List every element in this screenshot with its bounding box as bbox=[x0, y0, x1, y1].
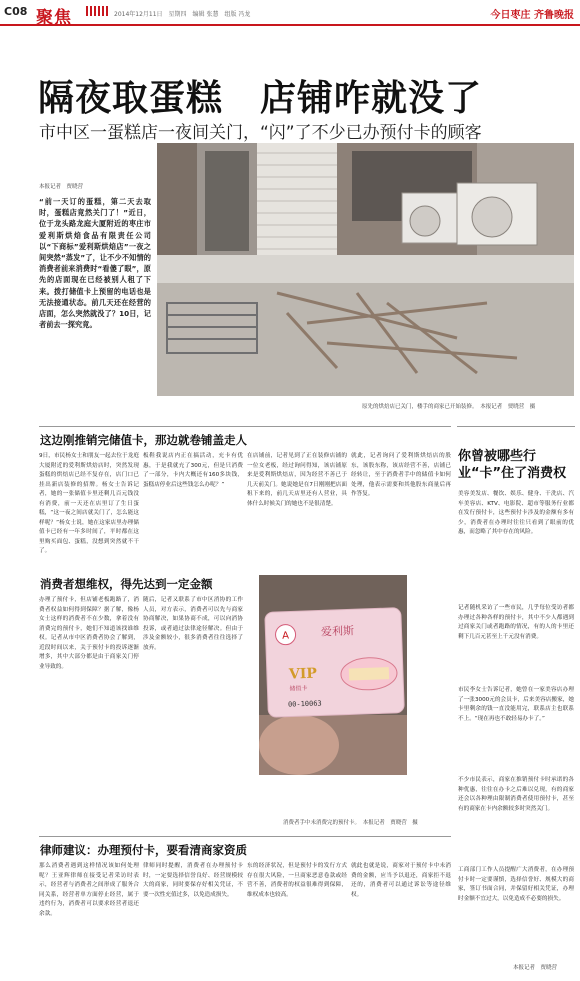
sidebar-rule bbox=[457, 426, 575, 427]
svg-text:A: A bbox=[282, 630, 290, 642]
sidebar-paragraph: 工商部门工作人员提醒广大消费者，在办理预付卡时一定要谨慎，选择信誉好、规模大的商家，签订书面合同，并保留好相关凭证，办理时金额不宜过大，以免造成不必要的损失。 bbox=[458, 867, 574, 902]
card-brand-text: 爱利斯 bbox=[320, 624, 355, 639]
sidebar-paragraph: 美容美发店、餐饮、娱乐、健身、干洗店、汽车美容店、KTV、电影院、超市等服务行业都在发行预付卡，这些预付卡涉及的金额有多有少，消费者在办理时往往只看到了眼前的优惠，而忽略了其中存在的风险。 bbox=[458, 491, 574, 535]
newspaper-brand: 今日枣庄 齐鲁晚报 bbox=[490, 10, 574, 21]
section-heading: 律师建议：办理预付卡，要看清商家资质 bbox=[40, 843, 247, 857]
page-number: C08 bbox=[4, 5, 28, 18]
body-paragraph: 就此，记者询问了爱利斯烘焙店的股东，该股东称，该店经营不善，店铺已经转让，至于消费者手中的储值卡如何处理，他表示需要和其他股东商量后再作答复。 bbox=[351, 453, 451, 497]
sidebar-paragraph: 记者随机采访了一些市民，几乎每位受访者都办理过各种各样的预付卡，其中不少人都遇到过商家关门或者跑路的情况，有的人的卡里还剩下几百元甚至上千元没有消费。 bbox=[458, 605, 574, 640]
page-header bbox=[0, 0, 580, 26]
body-paragraph: 板鞋我说店内正在搞活动，充卡有优惠，于是我就充了300元，但是只消费了一部分，卡内大概还有160多块钱，蛋糕店停业后这些钱怎么办呢？” bbox=[143, 453, 243, 488]
section-heading: 消费者想维权，得先达到一定金额 bbox=[40, 577, 213, 591]
section-rule bbox=[39, 426, 451, 427]
edition-meta: 2014年12月11日 星期四 编辑 张慧 组版 冯龙 bbox=[114, 11, 251, 18]
sidebar-heading: 你曾被哪些行业“卡”住了消费权 bbox=[458, 449, 567, 481]
card-vip-text: VIP bbox=[288, 665, 318, 683]
body-paragraph: 在店铺前，记者见到了正在装修店铺的一位女老板，经过询问得知，该店铺原来是爱利斯烘焙店，因为经营不善已于几天前关门。她说她是在7日刚刚把店面租下来的，前几天店里还有人营业，具体什么时候关门的她也不是很清楚。 bbox=[247, 453, 347, 507]
photo-caption: 原先的烘焙店已关门，楼手的商家已开始装修。 本报记者 贾晓营 摄 bbox=[362, 404, 536, 410]
body-paragraph: 办理了预付卡，但店铺老板跑路了，消费者权益如何得到保障？据了解，像杨女士这样的消费者不在少数，拿着没有消费完的预付卡，她们不知道该找谁维权。记者从市中区消费者协会了解到，近段时间以来，关于预付卡的投诉逐渐增多，其中大部分都是由于商家关门停业导致的。 bbox=[39, 597, 139, 670]
card-type-text: 储值卡 bbox=[289, 684, 308, 693]
prepaid-card-photo bbox=[259, 575, 407, 775]
body-paragraph: 那么消费者遇到这样情况该如何处理呢？王亚辉律师在接受记者采访时表示，经营者与消费者之间形成了服务合同关系，经营者单方面停止经营，属于违约行为，消费者可以要求经营者退还余款。 bbox=[39, 863, 139, 917]
section-rule bbox=[39, 836, 451, 837]
photo-caption: 消费者手中未消费完的预付卡。 本报记者 贾晓营 摄 bbox=[283, 820, 418, 826]
sidebar-paragraph: 不少市民表示，商家在推销预付卡时承诺的各种优惠，往往在办卡之后难以兑现，有的商家还会以各种理由限制消费者使用预付卡，甚至有的商家在卡内余额较多时突然关门。 bbox=[458, 777, 574, 812]
subheadline: 市中区一蛋糕店一夜间关门，“闪”了不少已办预付卡的顾客 bbox=[39, 123, 482, 143]
sidebar-paragraph: 市民李女士告诉记者，她曾在一家美容店办理了一张3000元的会员卡，后来美容店搬家，她卡里剩余的钱一直没能用完，联系店主也联系不上。“现在再也不敢轻易办卡了。” bbox=[458, 687, 574, 722]
byline: 本报记者 贾晓营 bbox=[39, 184, 84, 190]
section-title: 聚焦 bbox=[36, 8, 72, 28]
card-number-text: 00-10063 bbox=[287, 699, 322, 709]
body-paragraph: 东的经济状况，但是预付卡的发行方式存在很大风险，一旦商家恶意卷款或经营不善，消费者的权益很难得到保障，维权成本也较高。 bbox=[247, 863, 347, 898]
body-paragraph: 律师同时提醒，消费者在办理预付卡时，一定要选择信誉良好、经营规模较大的商家，同时要保存好相关凭证，不要一次性充值过多，以免造成损失。 bbox=[143, 863, 243, 898]
lead-paragraph: “前一天订的蛋糕，第二天去取时，蛋糕店竟然关门了！”近日，位于龙头路龙庭大厦附近的枣庄市爱利斯烘焙食品有限责任公司以“下商标”爱利斯烘焙店”一夜之间突然“蒸发”了，让不少不知情的消费者前来消费时“看傻了眼”，原先的店面现在已经被别人租了下来。拨打储值卡上预留的电话也是无法接通状态。前几天还在经营的店面，怎么突然就没了？10日，记者前去一探究竟。 bbox=[39, 197, 151, 330]
storefront-photo bbox=[157, 143, 574, 396]
sidebar-author: 本报记者 贾晓营 bbox=[513, 965, 558, 971]
body-paragraph: 9日，市民杨女士和朋友一起去位于龙庭大厦附近的爱利斯烘焙店时，突然发现蛋糕的烘焙店已经不复存在，店门口已挂出新店装修的招牌。杨女士告诉记者，她的一张储值卡里还剩几百元钱没有消费，前一天还在店里订了生日蛋糕，“这一夜之间店就关门了，怎么能这样呢？”杨女士说，她在这家店里办理储值卡已经有一年多时间了，平时都在这里购买面包、蛋糕，没想到突然就不干了。 bbox=[39, 453, 139, 554]
body-paragraph: 就此也就是说，商家对于预付卡中未消费的金额，应当予以退还，商家拒不退还的，消费者可以通过诉讼等途径维权。 bbox=[351, 863, 451, 898]
headline: 隔夜取蛋糕 店铺咋就没了 bbox=[38, 77, 483, 119]
body-paragraph: 随后，记者又联系了市中区消协的工作人员，对方表示，消费者可以先与商家协商解决，如果协商不成，可以向消协投诉，或者通过法律途径解决。但由于涉及金额较小，很多消费者往往选择了放弃。 bbox=[143, 597, 243, 651]
decorative-stripes bbox=[86, 6, 110, 16]
section-heading: 这边刚推销完储值卡，那边就卷铺盖走人 bbox=[40, 433, 247, 447]
